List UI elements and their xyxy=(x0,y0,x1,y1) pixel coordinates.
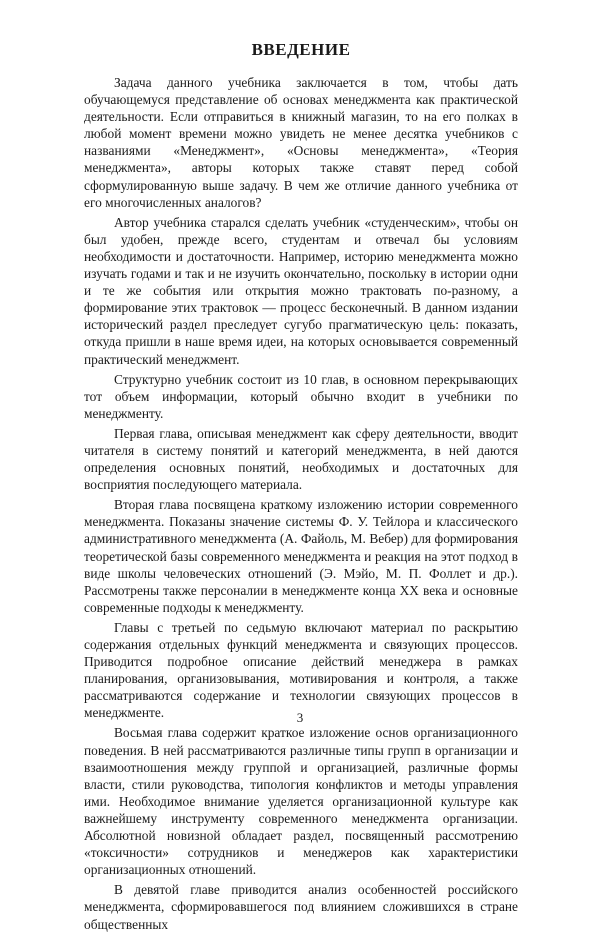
paragraph: Автор учебника старался сделать учебник «студенческим», чтобы он был удобен, прежде всего, студентам и отвечал бы условиям необходимости и достаточности. Например, историю менеджмента можно изучать годами и так и не изучить окончательно, поскольку в истории одни и те же события или открытия можно трактовать по-разному, а формирование этих трактовок — процесс бесконечный. В данном издании исторический раздел преследует сугубо прагматическую цель: показать, откуда пришли в наше время идеи, на которых основывается современный практический менеджмент. xyxy=(84,214,518,367)
paragraph: Восьмая глава содержит краткое изложение основ организационного поведения. В ней рассматриваются различные типы групп в организации и взаимоотношения между группой и организацией, различные формы власти, стили руководства, типология конфликтов и методы управления ими. Необходимое внимание уделяется организационной культуре как важнейшему инструменту современного менеджмента организации. Абсолютной новизной обладает раздел, посвященный рассмотрению «токсичности» сотрудников и менеджеров как характеристики организационных отношений. xyxy=(84,725,518,878)
paragraph: Вторая глава посвящена краткому изложению истории современного менеджмента. Показаны значение системы Ф. У. Тейлора и классического административного менеджмента (А. Файоль, М. Вебер) для формирования теоретической базы современного менеджмента и реакция на этот подход в виде школы человеческих отношений (Э. Мэйо, М. П. Фоллет и др.). Рассмотрены также персоналии в менеджменте конца XX века и основные современные подходы к менеджменту. xyxy=(84,497,518,615)
paragraph: Первая глава, описывая менеджмент как сферу деятельности, вводит читателя в систему понятий и категорий менеджмента, в ней даются определения основных понятий, необходимых и достаточных для восприятия последующего материала. xyxy=(84,425,518,493)
page-number: 3 xyxy=(296,710,304,725)
paragraph: В девятой главе приводится анализ особенностей российского менеджмента, сформировавшегося под влиянием сложившихся в стране общественных xyxy=(84,882,518,932)
paragraph: Структурно учебник состоит из 10 глав, в основном перекрывающих тот объем информации, который обычно входит в учебники по менеджменту. xyxy=(84,371,518,421)
page-title: ВВЕДЕНИЕ xyxy=(251,40,351,59)
paragraph: Задача данного учебника заключается в том, чтобы дать обучающемуся представление об основах менеджмента как практической деятельности. Если отправиться в книжный магазин, то на его полках в любой момент времени можно увидеть не менее десятка учебников с названиями «Менеджмент», «Основы менеджмента», «Теория менеджмента», авторы которых также ставят перед собой сформулированную выше задачу. В чем же отличие данного учебника от его многочисленных аналогов? xyxy=(84,75,518,210)
body-text xyxy=(84,74,518,933)
paragraph: Главы с третьей по седьмую включают материал по раскрытию содержания отдельных функций менеджмента и связующих процессов. Приводится подробное описание действий менеджера в рамках планирования, организовывания, мотивирования и контроля, а также рассматриваются содержание и технологии связующих процессов в менеджменте. xyxy=(84,619,518,721)
